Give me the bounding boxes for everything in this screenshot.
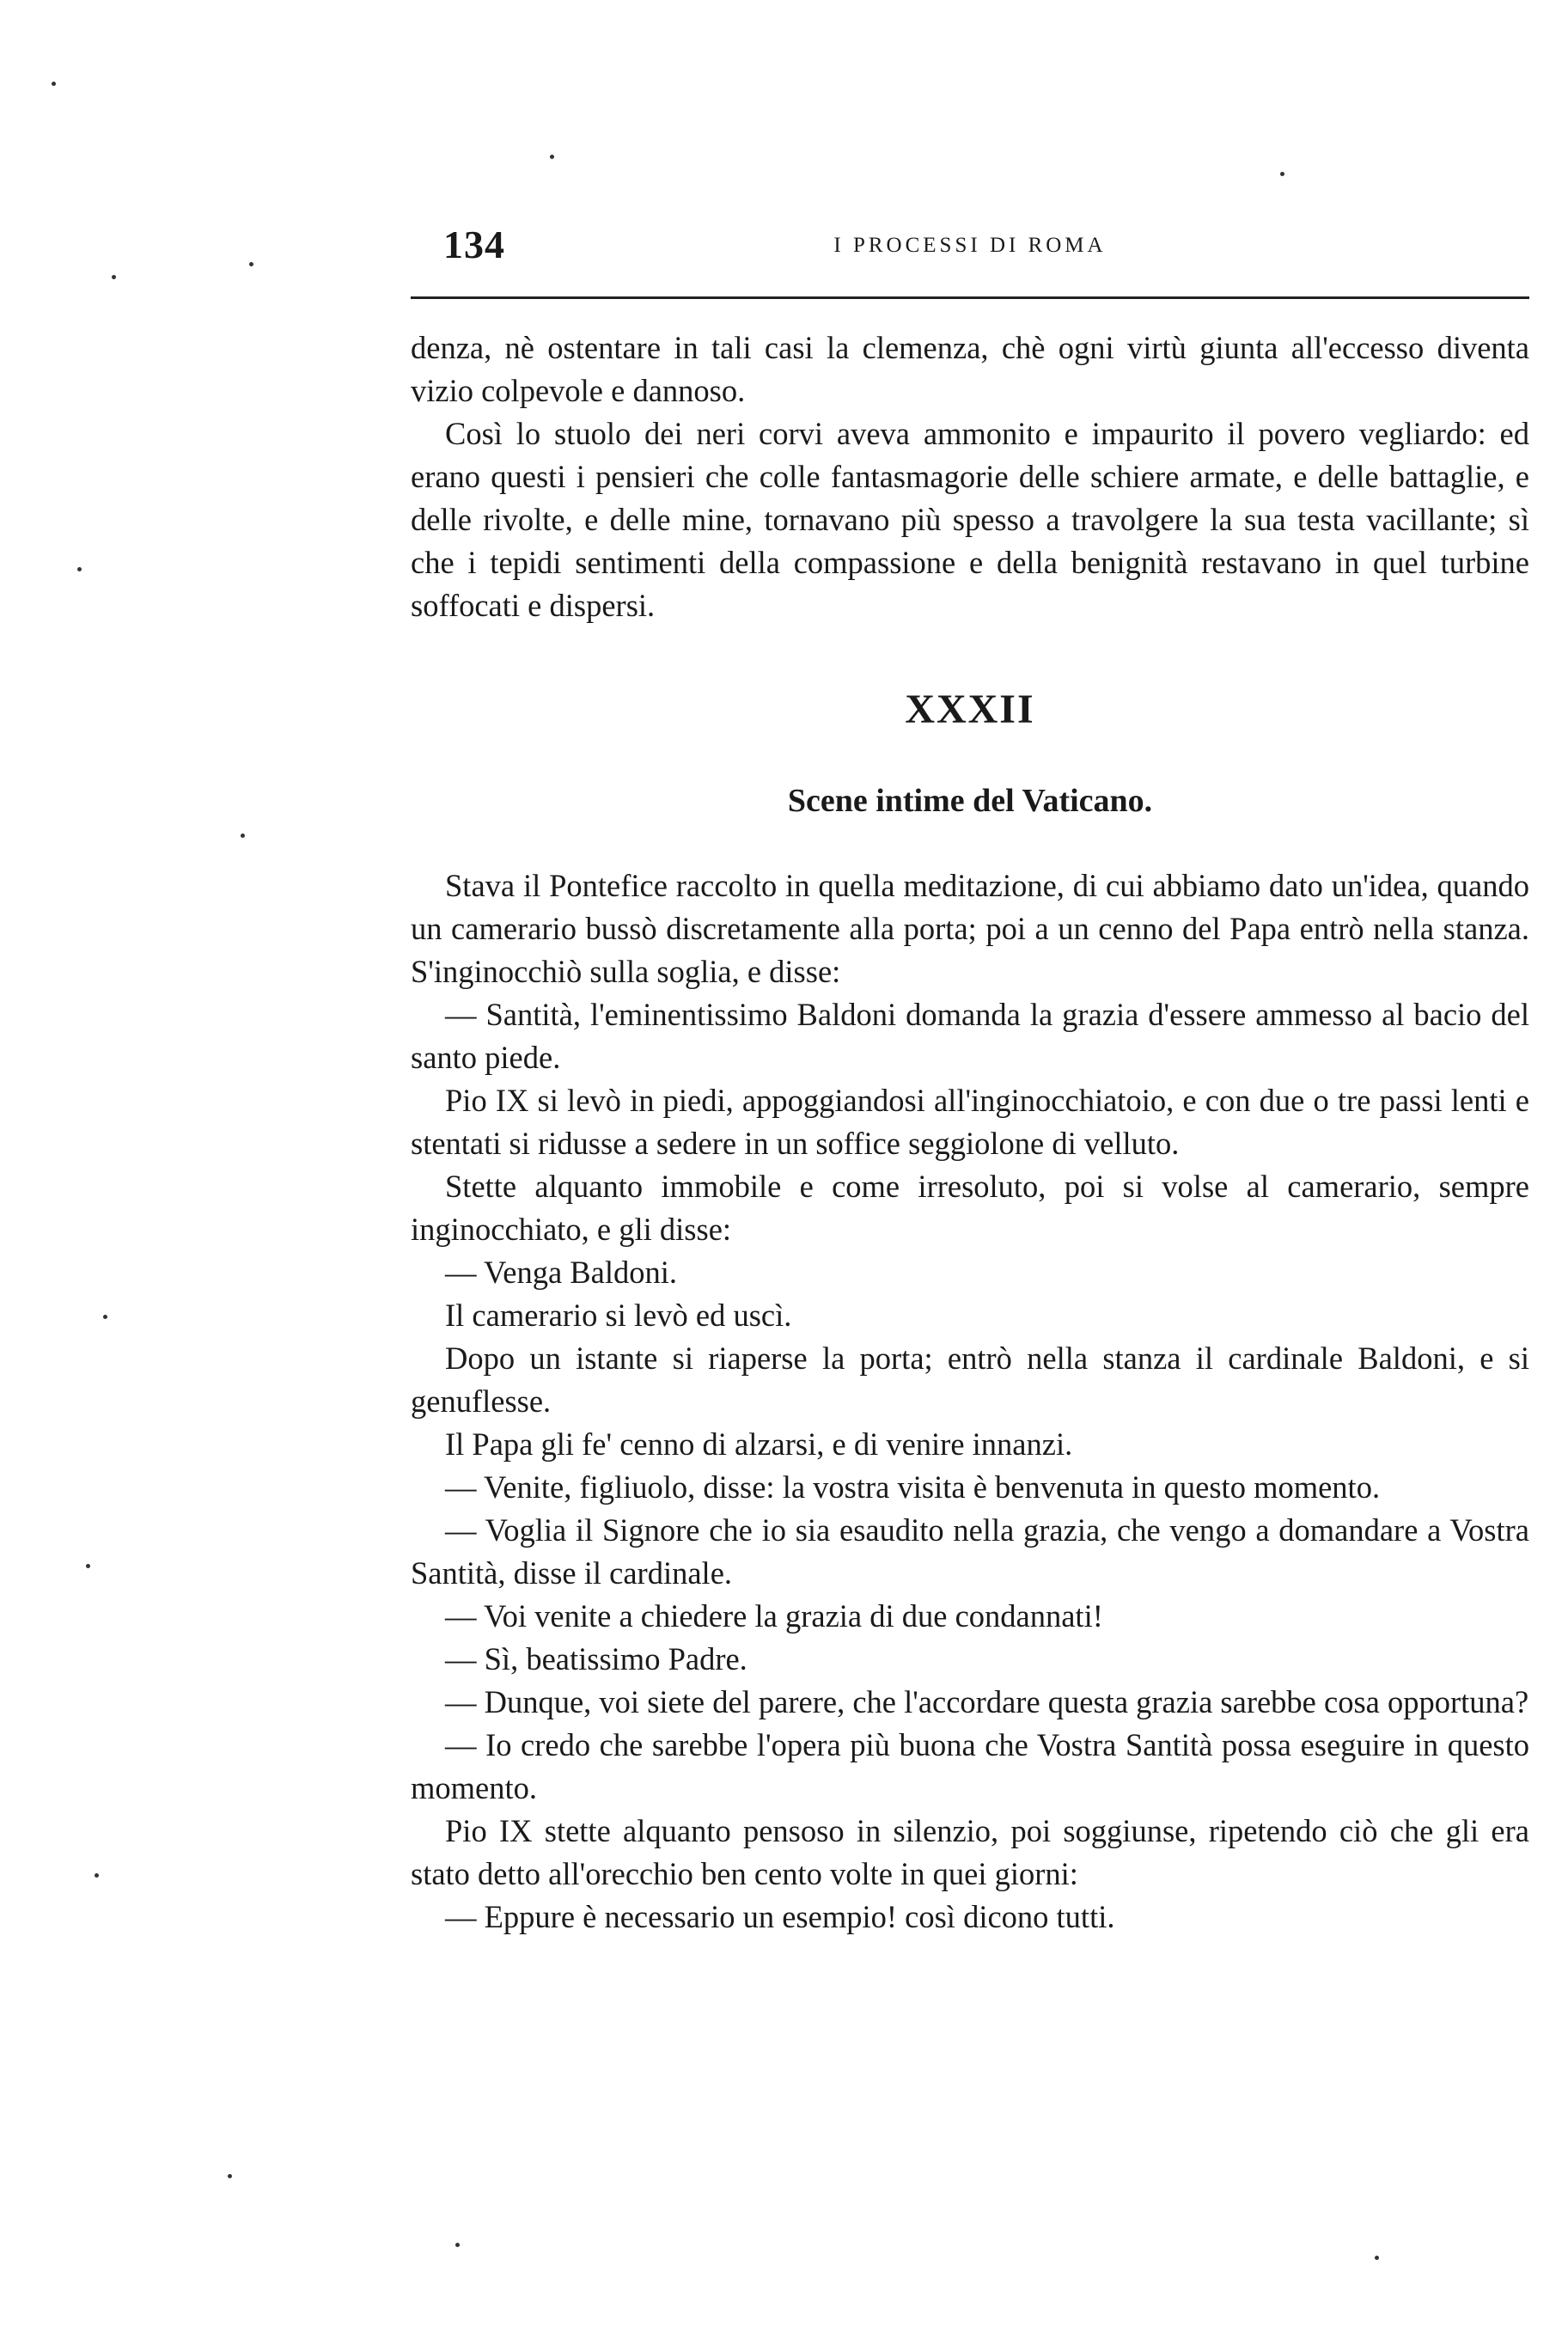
paragraph: Il Papa gli fe' cenno di alzarsi, e di venire innanzi. bbox=[445, 1426, 1073, 1462]
dialogue-line: — Sì, beatissimo Padre. bbox=[445, 1641, 747, 1676]
dialogue-line: — Io credo che sarebbe l'opera più buona che Vostra Santità possa eseguire in questo momento. bbox=[411, 1727, 1529, 1805]
paragraph: Il camerario si levò ed uscì. bbox=[445, 1298, 792, 1333]
header-rule bbox=[411, 296, 1529, 299]
running-head bbox=[411, 222, 1529, 265]
dialogue-line: — Dunque, voi siete del parere, che l'accordare questa grazia sarebbe cosa opportuna? bbox=[445, 1684, 1529, 1719]
body-text bbox=[411, 327, 1529, 1939]
chapter-number: XXXII bbox=[905, 687, 1035, 732]
dialogue-line: — Voglia il Signore che io sia esaudito nella grazia, che vengo a domandare a Vostra Santità, disse il cardinale. bbox=[411, 1512, 1529, 1591]
chapter-title: Scene intime del Vaticano. bbox=[787, 783, 1153, 819]
paragraph: denza, nè ostentare in tali casi la clemenza, chè ogni virtù giunta all'eccesso diventa vizio colpevole e dannoso. bbox=[411, 330, 1529, 408]
paragraph: Pio IX stette alquanto pensoso in silenzio, poi soggiunse, ripetendo ciò che gli era stato detto all'orecchio ben cento volte in quei giorni: bbox=[411, 1813, 1529, 1891]
paragraph: Pio IX si levò in piedi, appoggiandosi all'inginocchiatoio, e con due o tre passi lenti e stentati si ridusse a sedere in un soffice seggiolone di velluto. bbox=[411, 1083, 1529, 1161]
running-title: I PROCESSI DI ROMA bbox=[833, 234, 1107, 257]
paragraph: Stette alquanto immobile e come irresoluto, poi si volse al camerario, sempre inginocchiato, e gli disse: bbox=[411, 1169, 1529, 1247]
paragraph: Dopo un istante si riaperse la porta; entrò nella stanza il cardinale Baldoni, e si genuflesse. bbox=[411, 1341, 1529, 1419]
dialogue-line: — Eppure è necessario un esempio! così dicono tutti. bbox=[445, 1899, 1115, 1934]
dialogue-line: — Voi venite a chiedere la grazia di due condannati! bbox=[445, 1598, 1103, 1634]
dialogue-line: — Venga Baldoni. bbox=[445, 1255, 678, 1290]
page-number: 134 bbox=[443, 223, 505, 266]
dialogue-line: — Venite, figliuolo, disse: la vostra visita è benvenuta in questo momento. bbox=[445, 1469, 1381, 1505]
paragraph: Così lo stuolo dei neri corvi aveva ammonito e impaurito il povero vegliardo: ed erano questi i pensieri che colle fantasmagorie delle schiere armate, e delle battaglie, e delle rivolte, e delle mine, tornavano più spesso a travolgere la sua testa vacillante; sì che i tepidi sentimenti della compassione e della benignità restavano in quel turbine soffocati e dispersi. bbox=[411, 416, 1529, 623]
paragraph: Stava il Pontefice raccolto in quella meditazione, di cui abbiamo dato un'idea, quando un camerario bussò discretamente alla porta; poi a un cenno del Papa entrò nella stanza. S'inginocchiò sulla soglia, e disse: bbox=[411, 868, 1529, 989]
dialogue-line: — Santità, l'eminentissimo Baldoni domanda la grazia d'essere ammesso al bacio del santo piede. bbox=[411, 997, 1529, 1075]
